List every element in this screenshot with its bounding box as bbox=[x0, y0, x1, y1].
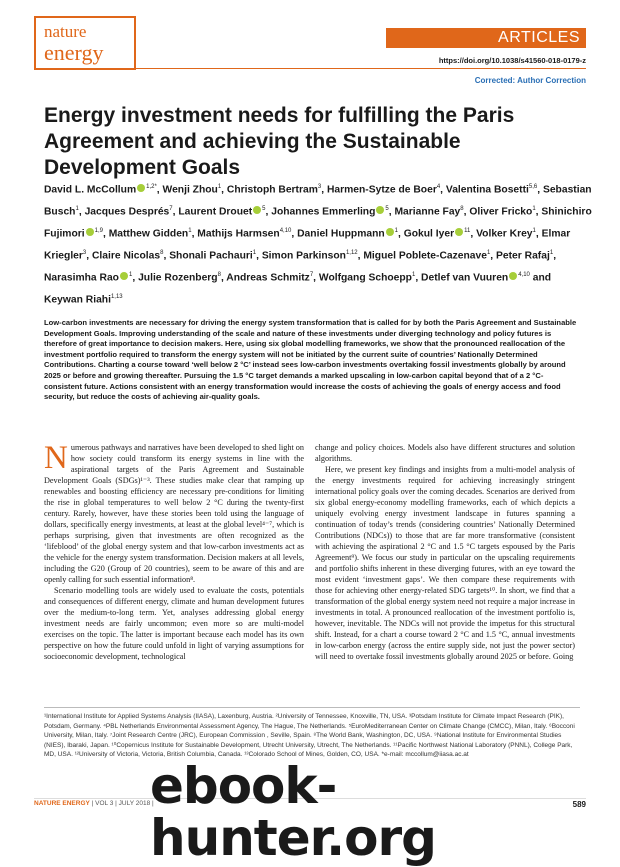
author-name[interactable]: Keywan Riahi bbox=[44, 294, 111, 306]
author-affiliation: 1 bbox=[128, 272, 133, 279]
author-name[interactable]: Oliver Fricko bbox=[469, 206, 533, 218]
orcid-icon[interactable] bbox=[137, 184, 145, 192]
author-affiliation: 4,10 bbox=[518, 272, 530, 279]
correction-notice[interactable]: Corrected: Author Correction bbox=[474, 76, 586, 85]
author-name[interactable]: Claire Nicolas bbox=[92, 250, 161, 262]
author-affiliation: 5 bbox=[262, 206, 266, 213]
author-affiliation: 1,13 bbox=[110, 294, 123, 301]
author-affiliation: 1 bbox=[532, 228, 536, 235]
journal-name-line1: nature bbox=[44, 22, 87, 41]
footnote-rule bbox=[44, 707, 580, 708]
author-name[interactable]: Johannes Emmerling bbox=[271, 206, 376, 218]
author-affiliation: 3 bbox=[82, 250, 87, 257]
header-rule bbox=[34, 68, 586, 69]
author-affiliation: 7 bbox=[309, 272, 314, 279]
watermark: ebook-hunter.org bbox=[150, 757, 436, 867]
author-affiliation: 7 bbox=[169, 206, 173, 213]
author-name[interactable]: Daniel Huppmann bbox=[297, 228, 385, 240]
author-affiliation: 1 bbox=[252, 250, 257, 257]
author-name[interactable]: Wenji Zhou bbox=[162, 184, 218, 196]
orcid-icon[interactable] bbox=[253, 206, 261, 214]
author-name[interactable]: Valentina Bosetti bbox=[445, 184, 529, 196]
author-affiliation: 8 bbox=[160, 250, 164, 257]
author-affiliation: 1,9 bbox=[94, 228, 103, 235]
author-name[interactable]: Peter Rafaj bbox=[496, 250, 550, 262]
author-name[interactable]: Narasimha Rao bbox=[44, 272, 119, 284]
author-name[interactable]: Miguel Poblete-Cazenave bbox=[363, 250, 487, 262]
author-affiliation: 4 bbox=[436, 184, 441, 190]
author-name[interactable]: Simon Parkinson bbox=[261, 250, 346, 262]
author-affiliation: 1 bbox=[394, 228, 398, 235]
affiliations: ¹International Institute for Applied Systems Analysis (IIASA), Laxenburg, Austria. ²University of Tennessee, Knoxville, TN, USA. ³Potsdam Institute for Climate Impact Research (PIK), Potsdam, Germany. ⁴PBL Netherlands Environmental Assessment Agency, The Hague, The Netherlands. ⁵EuroMediterranean Center on Climate Change (CMCC), Milan, Italy. ⁶Bocconi University, Milan, Italy. ⁷Joint Research Centre (JRC), European Commission , Seville, Spain. ⁸The World Bank, Washington, DC, USA. ⁹National Institute for Environmental Studies (NIES), Ibaraki, Japan. ¹⁰Copernicus Institute for Sustainable Development, Utrecht University, Utrecht, The Netherlands. ¹¹Pacific Northwest National Laboratory (PNNL), College Park, MD, USA. ¹²University of Victoria, Victoria, British Columbia, Canada. ¹³Colorado School of Mines, Golden, CO, USA. *e-mail: mccollum@iiasa.ac.at bbox=[44, 713, 575, 759]
orcid-icon[interactable] bbox=[86, 228, 94, 236]
author-affiliation: 5 bbox=[385, 206, 389, 213]
author-affiliation: 1 bbox=[217, 184, 222, 190]
author-name[interactable]: Julie Rozenberg bbox=[138, 272, 218, 284]
body-paragraph: Here, we present key findings and insights from a multi-model analysis of the energy investments required for achieving increasingly stringent international policy goals over the coming decades. Scenarios are derived from six global energy-economy modelling frameworks, each of which depicts a uniquely evolving energy investment landscape in futures spanning a continuation of today’s trends (considering countries’ Nationally Determined Contributions (NDCs)) to those that are far more transformative (consistent with achieving the aspirational 2 °C and 1.5 °C targets espoused by the Paris Agreement⁹). We focus our study in particular on the upscaling requirements and portfolio shifts inherent in these diverging futures, with an eye toward the most evident ‘investment gaps’. We then compare these requirements with those for achieving other energy-related SDG targets¹⁰. In short, we find that a transformation of the global energy system need not require a major increase in investments in total. A pronounced reallocation of the investment portfolio is, however, inevitable. The NDCs will not provide the impetus for this structural shift. Instead, for a chart a course toward 2 °C and 1.5 °C, annual investments in low-carbon energy (across the entire supply side, not just the power sector) will need to overtake fossil investments globally around 2025 or before. Going bbox=[315, 465, 575, 661]
orcid-icon[interactable] bbox=[509, 272, 517, 280]
body-paragraph: Scenario modelling tools are widely used to evaluate the costs, potentials and consequences of different energy, climate and human development futures over the medium-to-long term. Yet, analyses addressing global energy investment needs are fairly uncommon; even more so are multi-model exercises on the topic. The latter is important because each model has its own perspective on how the future could unfold in light of varying assumptions for socioeconomic development, technological bbox=[44, 586, 304, 661]
orcid-icon[interactable] bbox=[120, 272, 128, 280]
author-name[interactable]: David L. McCollum bbox=[44, 184, 137, 196]
section-banner: ARTICLES bbox=[386, 28, 586, 48]
abstract: Low-carbon investments are necessary for driving the energy system transformation that is called for by both the Paris Agreement and Sustainable Development Goals. Improving understanding of the scale and nature of these investments under diverging technology and policy futures is therefore of great importance to decision makers. Here, using six global modelling frameworks, we show that the pronounced reallocation of the investment portfolio required to transform the energy system will not be initiated by the current suite of countries’ Nationally Determined Contributions. Charting a course toward ‘well below 2 °C’ instead sees low-carbon investments overtaking fossil investments globally by around 2025 or before and growing thereafter. Pursuing the 1.5 °C target demands a marked upscaling in low-carbon capital beyond that of a 2 °C-consistent future. Actions consistent with an energy transformation would increase the costs of achieving the goals of energy access and food security, but reduce the costs of achieving air-quality goals. bbox=[44, 318, 577, 402]
author-affiliation: 1 bbox=[411, 272, 416, 279]
journal-logo bbox=[34, 16, 136, 70]
author-affiliation: 8 bbox=[217, 272, 221, 279]
author-name[interactable]: Shonali Pachauri bbox=[169, 250, 253, 262]
author-name[interactable]: Wolfgang Schoepp bbox=[318, 272, 412, 284]
author-name[interactable]: Harmen-Sytze de Boer bbox=[326, 184, 437, 196]
doi-link[interactable]: https://doi.org/10.1038/s41560-018-0179-z bbox=[438, 56, 586, 65]
author-name[interactable]: Elmar Kriegler bbox=[44, 228, 571, 262]
author-list: David L. McCollum $^{1,2*}$, Wenji Zhou$^1$, Christoph Bertram$^3$, Harmen-Sytze de Boer$^4$, Valentina Bosetti$^{5,6}$, Sebastian Busch$^1$, Jacques Després$^7$, Laurent Drouet $^5$, Johannes Emmerling $^5$, Marianne Fay$^8$, Oliver Fricko$^1$, Shinichiro Fujimori $^{1,9}$, Matthew Gidden$^1$, Mathijs Harmsen$^{4,10}$, Daniel Huppmann $^1$, Gokul Iyer $^{11}$, Volker Krey$^1$, Elmar Kriegler$^3$, Claire Nicolas$^8$, Shonali Pachauri$^1$, Simon Parkinson$^{1,12}$, Miguel Poblete-Cazenave$^1$, Peter Rafaj$^1$, Narasimha Rao $^1$, Julie Rozenberg$^8$, Andreas Schmitz$^7$, Wolfgang Schoepp$^1$, Detlef van Vuuren $^{4,10}$ and Keywan Riahi$^{1,13}$ bbox=[44, 184, 592, 306]
author-name[interactable]: Laurent Drouet bbox=[178, 206, 253, 218]
author-affiliation: 1,12 bbox=[345, 250, 358, 257]
body-paragraph: change and policy choices. Models also have different structures and solution algorithms. bbox=[315, 443, 575, 463]
body-column-left bbox=[44, 442, 304, 662]
author-affiliation: 3 bbox=[317, 184, 322, 190]
author-affiliation: 4,10 bbox=[279, 228, 292, 235]
journal-name-line2: energy bbox=[44, 40, 104, 65]
orcid-icon[interactable] bbox=[386, 228, 394, 236]
body-column-right bbox=[315, 442, 575, 662]
footer-journal: NATURE ENERGY bbox=[34, 800, 90, 807]
author-name[interactable]: Detlef van Vuuren bbox=[421, 272, 509, 284]
body-text: umerous pathways and narratives have been developed to shed light on how society could transform its energy systems in line with the aspirational targets of the Paris Agreement and Sustainable Development Goals (SDGs)¹⁻³. These studies make clear that ramping up renewables and boosting efficiency are necessary pre-conditions for limiting the rise in global temperatures to well below 2 °C during the twenty-first century. Rarely, however, have these stories been told using the language of dollars, specifically energy investments, at least at the global level⁴⁻⁷, which is perhaps surprising, given that investments are often recognized as the ‘lifeblood’ of the global energy system and that low-carbon investments act as the vehicle for the energy system transformation. Decision makers at all levels, including the G20 (Group of 20 countries), seem to be aware of this and are openly calling for such essential information⁸. bbox=[44, 443, 304, 584]
footer-issue: | VOL 3 | JULY 2018 | bbox=[91, 800, 154, 807]
author-affiliation: 1,2* bbox=[146, 184, 157, 190]
drop-cap: N bbox=[44, 440, 68, 476]
body-paragraph bbox=[44, 442, 304, 585]
author-name[interactable]: Sebastian Busch bbox=[44, 184, 592, 218]
author-name[interactable]: Gokul Iyer bbox=[403, 228, 455, 240]
author-name[interactable]: Marianne Fay bbox=[394, 206, 461, 218]
author-affiliation: 5,6 bbox=[528, 184, 538, 190]
author-affiliation: 1 bbox=[486, 250, 491, 257]
author-name[interactable]: Volker Krey bbox=[476, 228, 533, 240]
author-name[interactable]: Christoph Bertram bbox=[226, 184, 318, 196]
author-name[interactable]: Andreas Schmitz bbox=[226, 272, 310, 284]
author-affiliation: 11 bbox=[464, 228, 471, 235]
author-affiliation: 8 bbox=[460, 206, 464, 213]
author-affiliation: 1 bbox=[549, 250, 554, 257]
orcid-icon[interactable] bbox=[376, 206, 384, 214]
author-name[interactable]: Matthew Gidden bbox=[108, 228, 189, 240]
page-number: 589 bbox=[572, 800, 586, 809]
orcid-icon[interactable] bbox=[455, 228, 463, 236]
author-name[interactable]: Jacques Després bbox=[84, 206, 170, 218]
author-affiliation: 1 bbox=[75, 206, 79, 213]
author-affiliation: 1 bbox=[188, 228, 192, 235]
author-affiliation: 1 bbox=[532, 206, 536, 213]
author-name[interactable]: Mathijs Harmsen bbox=[197, 228, 280, 240]
article-title: Energy investment needs for fulfilling the Paris Agreement and achieving the Sustainable Development Goals bbox=[44, 104, 515, 179]
author-name[interactable]: Shinichiro Fujimori bbox=[44, 206, 592, 240]
